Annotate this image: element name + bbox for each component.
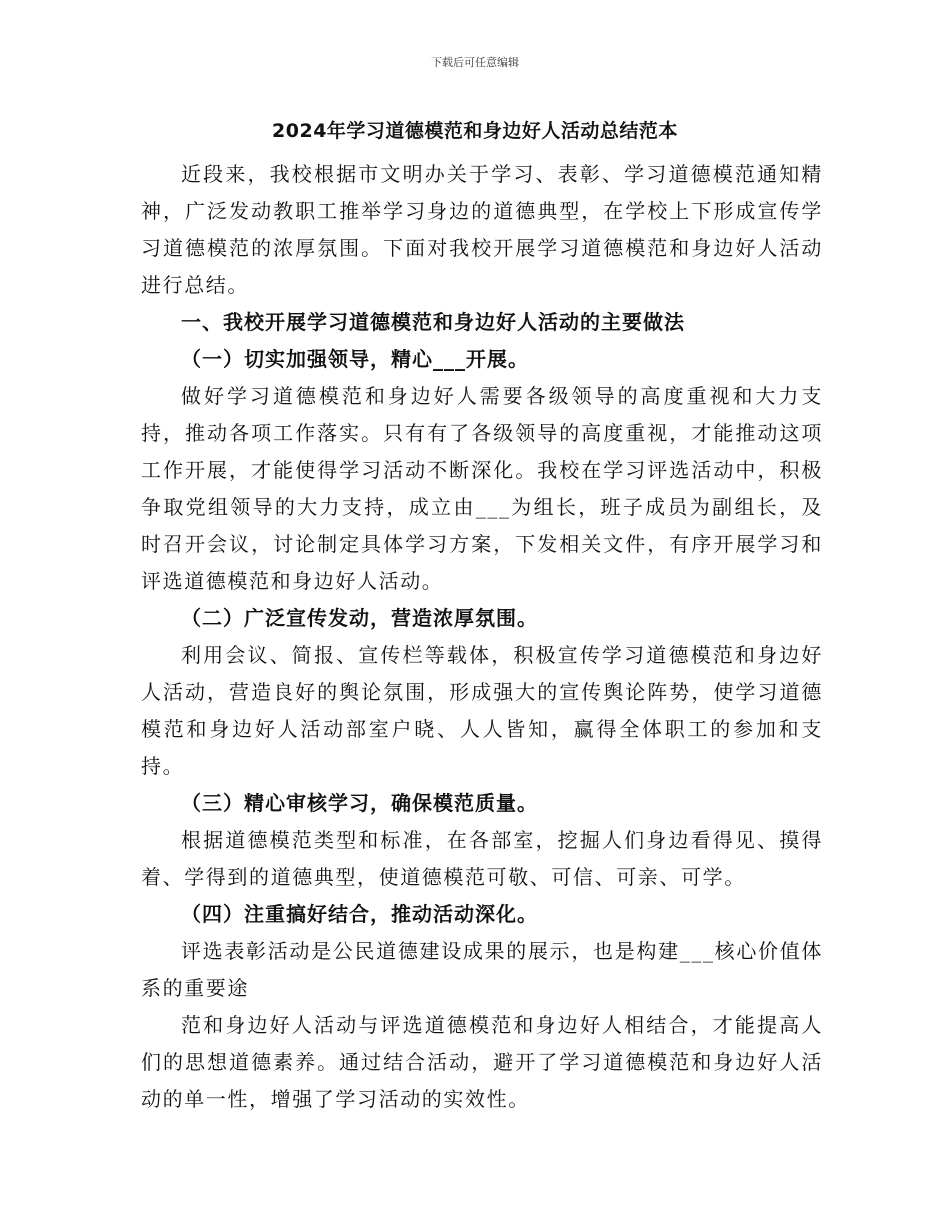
header-note: 下载后可任意编辑	[431, 56, 519, 69]
document-title: 2024年学习道德模范和身边好人活动总结范本	[272, 120, 678, 142]
sub4-paragraph: 评选表彰活动是公民道德建设成果的展示，也是构建___核心价值体系的重要途	[141, 939, 823, 1000]
sub2-paragraph: 利用会议、简报、宣传栏等载体，积极宣传学习道德模范和身边好人活动，营造良好的舆论氛围，形成强大的宣传舆论阵势，使学习道德模范和身边好人活动部室户晓、人人皆知，赢得全体职工的参加和支持。	[141, 643, 823, 778]
sub2-heading: （二）广泛宣传发动，营造浓厚氛围。	[181, 606, 538, 630]
sub1-heading: （一）切实加强领导，精心___开展。	[181, 347, 529, 371]
section1-heading: 一、我校开展学习道德模范和身边好人活动的主要做法	[181, 310, 685, 334]
sub1-paragraph: 做好学习道德模范和身边好人需要各级领导的高度重视和大力支持，推动各项工作落实。只有有了各级领导的高度重视，才能推动这项工作开展，才能使得学习活动不断深化。我校在学习评选活动中，积极争取党组领导的大力支持，成立由___为组长，班子成员为副组长，及时召开会议，讨论制定具体学习方案，下发相关文件，有序开展学习和评选道德模范和身边好人活动。	[141, 384, 823, 593]
intro-paragraph: 近段来，我校根据市文明办关于学习、表彰、学习道德模范通知精神，广泛发动教职工推举学习身边的道德典型，在学校上下形成宣传学习道德模范的浓厚氛围。下面对我校开展学习道德模范和身边好人活动进行总结。	[141, 162, 823, 297]
sub3-paragraph: 根据道德模范类型和标准，在各部室，挖掘人们身边看得见、摸得着、学得到的道德典型，使道德模范可敬、可信、可亲、可学。	[141, 828, 823, 889]
sub3-heading: （三）精心审核学习，确保模范质量。	[181, 791, 538, 815]
sub4-paragraph-continued: 范和身边好人活动与评选道德模范和身边好人相结合，才能提高人们的思想道德素养。通过结合活动，避开了学习道德模范和身边好人活动的单一性，增强了学习活动的实效性。	[141, 1013, 823, 1111]
sub4-heading: （四）注重搞好结合，推动活动深化。	[181, 902, 538, 926]
document-body	[141, 156, 823, 1118]
